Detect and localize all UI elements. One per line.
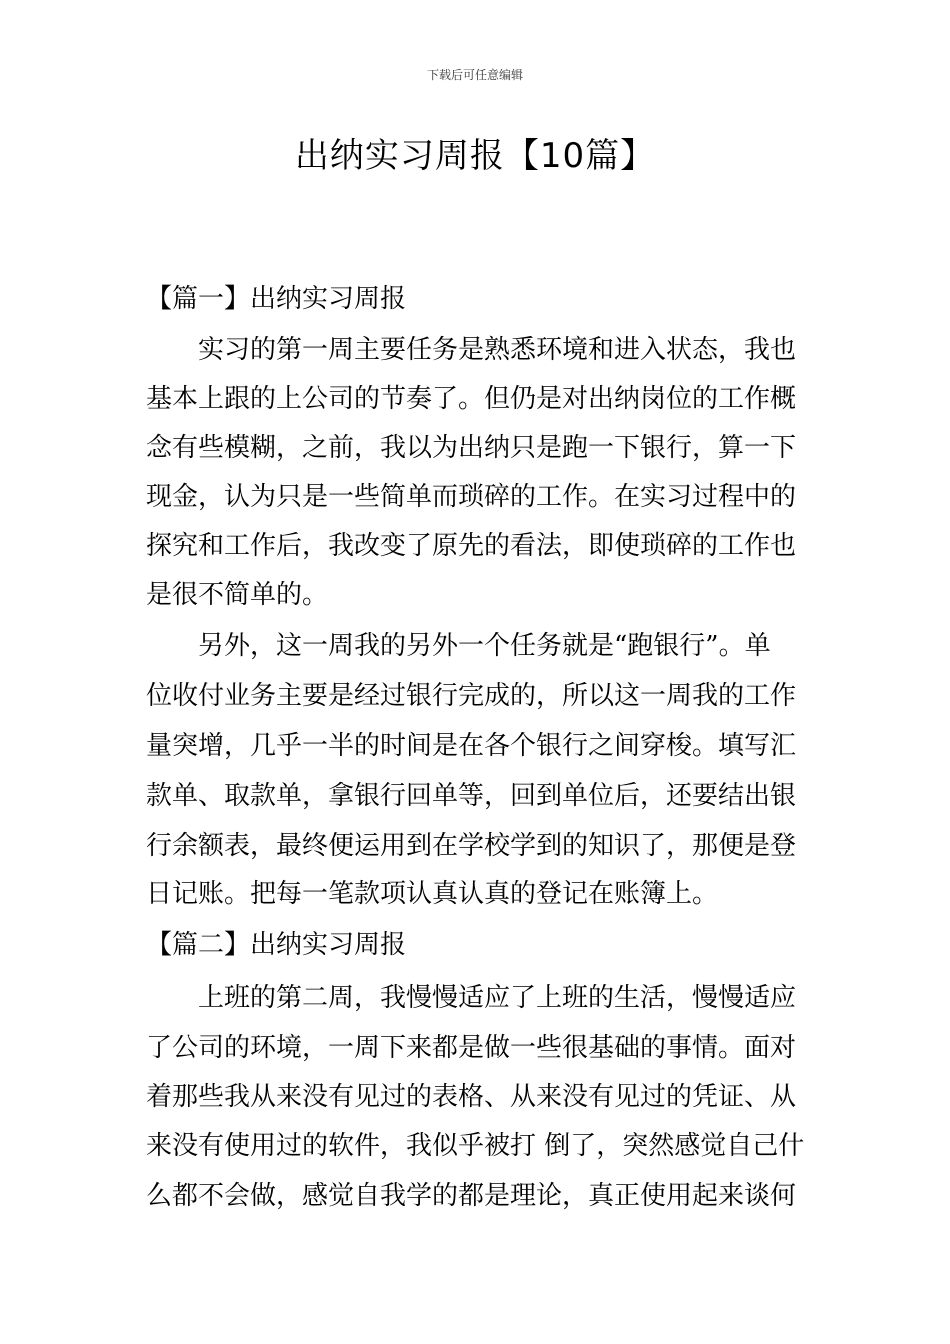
paragraph-line: 行余额表，最终便运用到在学校学到的知识了，那便是登 <box>146 831 797 861</box>
paragraph-line: 款单、取款单，拿银行回单等，回到单位后，还要结出银 <box>146 781 797 811</box>
paragraph-line: 现金，认为只是一些简单而琐碎的工作。在实习过程中的 <box>146 482 797 512</box>
paragraph-line: 探究和工作后，我改变了原先的看法，即使琐碎的工作也 <box>146 531 797 561</box>
paragraph-line: 着那些我从来没有见过的表格、从来没有见过的凭证、从 <box>146 1082 797 1112</box>
paragraph-line: 量突增，几乎一半的时间是在各个银行之间穿梭。填写汇 <box>146 731 797 761</box>
paragraph-line: 基本上跟的上公司的节奏了。但仍是对出纳岗位的工作概 <box>146 384 797 414</box>
paragraph-line: 实习的第一周主要任务是熟悉环境和进入状态，我也 <box>198 335 797 365</box>
paragraph-line: 另外，这一周我的另外一个任务就是“跑银行”。单 <box>198 631 771 661</box>
paragraph-line: 念有些模糊，之前，我以为出纳只是跑一下银行，算一下 <box>146 433 797 463</box>
document-title: 出纳实习周报【10篇】 <box>294 136 656 176</box>
header-note: 下载后可任意编辑 <box>426 68 523 82</box>
paragraph-line: 是很不简单的。 <box>146 580 329 610</box>
paragraph-line: 上班的第二周，我慢慢适应了上班的生活，慢慢适应 <box>198 983 797 1013</box>
paragraph-line: 位收付业务主要是经过银行完成的，所以这一周我的工作 <box>146 681 797 711</box>
paragraph-line: 了公司的环境，一周下来都是做一些很基础的事情。面对 <box>146 1033 797 1063</box>
paragraph-line: 来没有使用过的软件，我似乎被打 倒了，突然感觉自己什 <box>146 1131 805 1161</box>
paragraph-line: 日记账。把每一笔款项认真认真的登记在账簿上。 <box>146 879 719 909</box>
section-heading: 【篇一】出纳实习周报 <box>146 284 407 314</box>
paragraph-line: 么都不会做，感觉自我学的都是理论，真正使用起来谈何 <box>146 1181 797 1211</box>
section-heading: 【篇二】出纳实习周报 <box>146 930 407 960</box>
